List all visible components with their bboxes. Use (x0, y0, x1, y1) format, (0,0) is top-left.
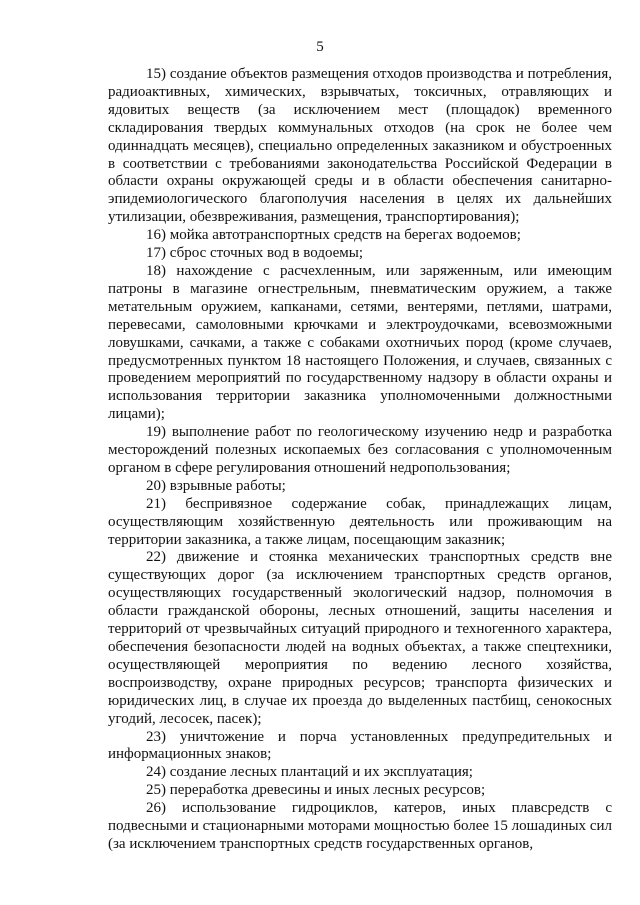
clause-26: 26) использование гидроциклов, катеров, иных плавсредств с подвесными и стационарными моторами мощностью более 15 лошадиных сил (за исключением транспортных средств государственных органов, (108, 800, 612, 852)
clause-17: 17) сброс сточных вод в водоемы; (146, 245, 364, 262)
clause-21: 21) беспривязное содержание собак, принадлежащих лицам, осуществляющим хозяйственную деятельность или проживающим на территории заказника, а также лицам, посещающим заказник; (108, 495, 612, 548)
clause-22: 22) движение и стоянка механических транспортных средств вне существующих дорог (за исключением транспортных средств органов, осуществляющих государственный экологический надзор, полномочия в области гражданской обороны, лесных отношений, защиты населения и территорий от чрезвычайных ситуаций природного и техногенного характера, обеспечения безопасности людей на водных объектах, а также спецтехники, осуществляющей мероприятия по ведению лесного хозяйства, воспроизводству, охране природных ресурсов; транспорта физических и юридических лиц, в случае их проезда до выделенных пастбищ, сенокосных угодий, лесосек, пасек); (108, 549, 612, 727)
page-number: 5 (316, 39, 324, 55)
clause-24: 24) создание лесных плантаций и их эксплуатация; (146, 764, 473, 781)
document-body (108, 66, 612, 854)
clause-18: 18) нахождение с расчехленным, или заряженным, или имеющим патроны в магазине огнестрельным, пневматическим оружием, а также метательным оружием, капканами, сетями, вентерями, петлями, шатрами, перевесами, самоловными крючками и электроудочками, всевозможными ловушками, сачками, а также с собаками охотничьих пород (кроме случаев, предусмотренных пунктом 18 настоящего Положения, и случаев, связанных с проведением мероприятий по государственному надзору в области охраны и использования территории заказника уполномоченными должностными лицами); (108, 262, 612, 423)
clause-23: 23) уничтожение и порча установленных предупредительных и информационных знаков; (108, 728, 612, 763)
clause-16: 16) мойка автотранспортных средств на берегах водоемов; (146, 227, 521, 244)
clause-25: 25) переработка древесины и иных лесных ресурсов; (146, 782, 486, 799)
clause-19: 19) выполнение работ по геологическому изучению недр и разработка месторождений полезных ископаемых без согласования с уполномоченным органом в сфере регулирования отношений недропользования; (108, 424, 612, 476)
clause-15: 15) создание объектов размещения отходов производства и потребления, радиоактивных, химических, взрывчатых, токсичных, отравляющих и ядовитых веществ (за исключением мест (площадок) временного складирования твердых коммунальных отходов (на срок не более чем одиннадцать месяцев), специально определенных заказником и обустроенных в соответствии с требованиями законодательства Российской Федерации в области охраны окружающей среды и в области обеспечения санитарно-эпидемиологического благополучия населения в целях их дальнейших утилизации, обезвреживания, размещения, транспортирования); (108, 66, 612, 226)
clause-20: 20) взрывные работы; (146, 477, 286, 494)
